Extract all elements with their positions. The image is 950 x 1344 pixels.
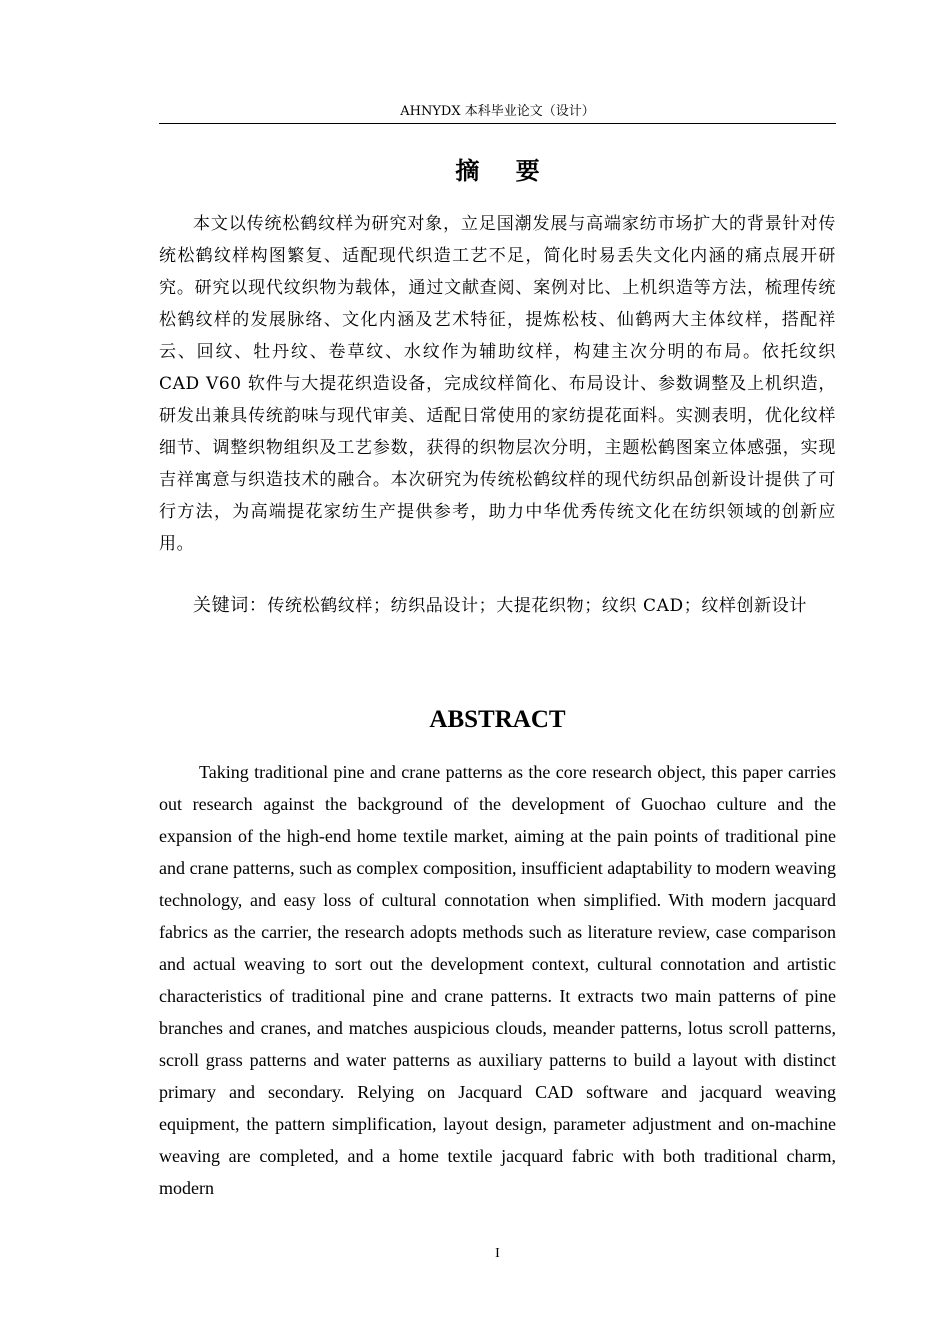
header-divider bbox=[159, 123, 836, 124]
page-number: I bbox=[495, 1246, 500, 1261]
running-header: AHNYDX 本科毕业论文（设计） bbox=[400, 104, 595, 119]
paper-page bbox=[159, 0, 836, 1344]
english-abstract-title: ABSTRACT bbox=[429, 706, 566, 733]
chinese-abstract-title: 摘 要 bbox=[455, 157, 554, 185]
chinese-abstract-body: 本文以传统松鹤纹样为研究对象，立足国潮发展与高端家纺市场扩大的背景针对传统松鹤纹样构图繁复、适配现代织造工艺不足，简化时易丢失文化内涵的痛点展开研究。研究以现代纹织物为载体，通过文献查阅、案例对比、上机织造等方法，梳理传统松鹤纹样的发展脉络、文化内涵及艺术特征，提炼松枝、仙鹤两大主体纹样，搭配祥云、回纹、牡丹纹、卷草纹、水纹作为辅助纹样，构建主次分明的布局。依托纹织 CAD V60 软件与大提花织造设备，完成纹样简化、布局设计、参数调整及上机织造，研发出兼具传统韵味与现代审美、适配日常使用的家纺提花面料。实测表明，优化纹样细节、调整织物组织及工艺参数，获得的织物层次分明，主题松鹤图案立体感强，实现吉祥寓意与织造技术的融合。本次研究为传统松鹤纹样的现代纺织品创新设计提供了可行方法，为高端提花家纺生产提供参考，助力中华优秀传统文化在纺织领域的创新应用。 bbox=[159, 214, 836, 554]
keywords-line bbox=[159, 590, 836, 622]
keywords-text: 传统松鹤纹样；纺织品设计；大提花织物；纹织 CAD；纹样创新设计 bbox=[267, 596, 807, 616]
keywords-label: 关键词： bbox=[193, 595, 268, 616]
english-abstract-body: Taking traditional pine and crane patterns as the core research object, this paper carries out research against the background of the development of Guochao culture and the expansion of the high-end home textile market, aiming at the pain points of traditional pine and crane patterns, such as complex composition, insufficient adaptability to modern weaving technology, and easy loss of cultural connotation when simplified. With modern jacquard fabrics as the carrier, the research adopts methods such as literature review, case comparison and actual weaving to sort out the development context, cultural connotation and artistic characteristics of traditional pine and crane patterns. It extracts two main patterns of pine branches and cranes, and matches auspicious clouds, meander patterns, lotus scroll patterns, scroll grass patterns and water patterns as auxiliary patterns to build a layout with distinct primary and secondary. Relying on Jacquard CAD software and jacquard weaving equipment, the pattern simplification, layout design, parameter adjustment and on-machine weaving are completed, and a home textile jacquard fabric with both traditional charm, modern bbox=[159, 762, 836, 1198]
